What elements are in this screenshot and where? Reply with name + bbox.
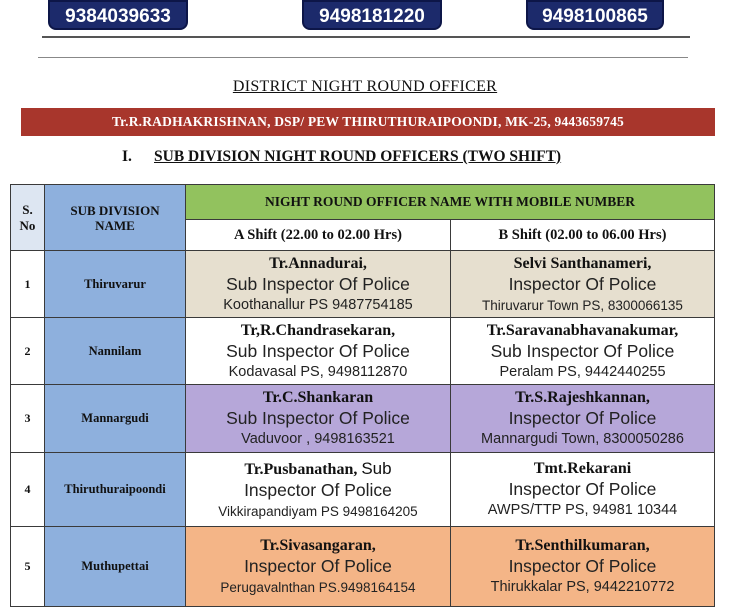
officer-name: Tr,R.Chandrasekaran,	[240, 321, 396, 339]
officer-rank: Inspector Of Police	[508, 273, 657, 294]
phone-badge: 9384039633	[48, 0, 188, 30]
night-round-table	[10, 184, 715, 607]
section-title: SUB DIVISION NIGHT ROUND OFFICERS (TWO SHIFT)	[154, 148, 562, 165]
header-subdivision-line2: NAME	[95, 217, 135, 233]
table-row	[11, 318, 715, 385]
header-sno-line2: No	[19, 217, 36, 233]
row-subdivision: Thiruvarur	[45, 251, 186, 318]
shift-b-officer	[451, 385, 715, 453]
officer-station: Kodavasal PS, 9498112870	[228, 363, 408, 380]
officer-station: Perugavalnthan PS.9498164154	[220, 580, 416, 595]
divider	[38, 57, 688, 58]
officer-name: Tr.C.Shankaran	[262, 389, 374, 406]
row-sno: 1	[11, 251, 45, 318]
officer-rank: Sub Inspector Of Police	[490, 340, 675, 361]
row-subdivision: Nannilam	[45, 318, 186, 385]
shift-a-officer	[186, 251, 451, 318]
officer-name	[186, 458, 450, 480]
officer-rank: Inspector Of Police	[244, 556, 392, 576]
officer-rank: Inspector Of Police	[244, 479, 392, 500]
shift-b-officer	[451, 527, 715, 607]
officer-name: Tr.Annadurai,	[269, 254, 367, 272]
header-sno-line1: S.	[22, 201, 33, 217]
header-subdivision	[45, 185, 186, 251]
officer-station: Vikkirapandiyam PS 9498164205	[218, 503, 418, 519]
officer-rank: Sub Inspector Of Police	[226, 340, 410, 361]
table-row	[11, 527, 715, 607]
row-subdivision: Mannargudi	[45, 385, 186, 453]
officer-station: Mannargudi Town, 8300050286	[481, 431, 684, 447]
officer-name: Tr.Sivasangaran,	[260, 537, 376, 554]
shift-a-officer	[186, 527, 451, 607]
officer-station: Vaduvoor , 9498163521	[241, 431, 395, 447]
officer-rank: Inspector Of Police	[508, 479, 657, 499]
shift-a-officer	[186, 453, 451, 527]
officer-name: Tr.Saravanabhavanakumar,	[486, 321, 679, 339]
table-row	[11, 453, 715, 527]
shift-a-officer	[186, 318, 451, 385]
officer-station: Peralam PS, 9442440255	[499, 363, 666, 380]
header-shift-a: A Shift (22.00 to 02.00 Hrs)	[186, 220, 451, 251]
officer-station: Thiruvarur Town PS, 8300066135	[482, 297, 683, 313]
row-subdivision: Thiruthuraipoondi	[45, 453, 186, 527]
officer-name-text: Tr.Pusbanathan,	[244, 460, 358, 478]
row-sno: 5	[11, 527, 45, 607]
officer-rank: Inspector Of Police	[508, 556, 657, 576]
row-sno: 3	[11, 385, 45, 453]
section-number: I.	[122, 148, 132, 165]
header-officer: NIGHT ROUND OFFICER NAME WITH MOBILE NUMBER	[186, 185, 715, 220]
header-shift-b: B Shift (02.00 to 06.00 Hrs)	[451, 220, 715, 251]
officer-name: Tr.Senthilkumaran,	[515, 537, 650, 554]
shift-b-officer	[451, 251, 715, 318]
section-heading	[122, 148, 561, 166]
table-row	[11, 251, 715, 318]
shift-b-officer	[451, 453, 715, 527]
divider	[42, 36, 690, 38]
header-subdivision-line1: SUB DIVISION	[70, 202, 160, 218]
officer-name: Selvi Santhanameri,	[513, 254, 652, 272]
phone-banner	[0, 0, 730, 36]
shift-a-officer	[186, 385, 451, 453]
row-sno: 2	[11, 318, 45, 385]
phone-badge: 9498181220	[302, 0, 442, 30]
officer-rank: Inspector Of Police	[508, 408, 657, 428]
officer-rank-prefix: Sub	[361, 458, 392, 478]
district-title: DISTRICT NIGHT ROUND OFFICER	[232, 78, 498, 95]
row-subdivision: Muthupettai	[45, 527, 186, 607]
row-sno: 4	[11, 453, 45, 527]
officer-rank: Sub Inspector Of Police	[226, 273, 410, 294]
officer-rank: Sub Inspector Of Police	[226, 408, 410, 428]
officer-station: Koothanallur PS 9487754185	[223, 296, 413, 313]
table-row	[11, 385, 715, 453]
phone-badge: 9498100865	[526, 0, 664, 30]
district-officer-banner: Tr.R.RADHAKRISHNAN, DSP/ PEW THIRUTHURAIPOONDI, MK-25, 9443659745	[21, 108, 715, 136]
header-sno	[11, 185, 45, 251]
officer-name: Tr.S.Rajeshkannan,	[515, 389, 650, 406]
officer-station: AWPS/TTP PS, 94981 10344	[487, 502, 678, 518]
shift-b-officer	[451, 318, 715, 385]
officer-station: Thirukkalar PS, 9442210772	[490, 579, 675, 595]
officer-name: Tmt.Rekarani	[533, 460, 632, 477]
